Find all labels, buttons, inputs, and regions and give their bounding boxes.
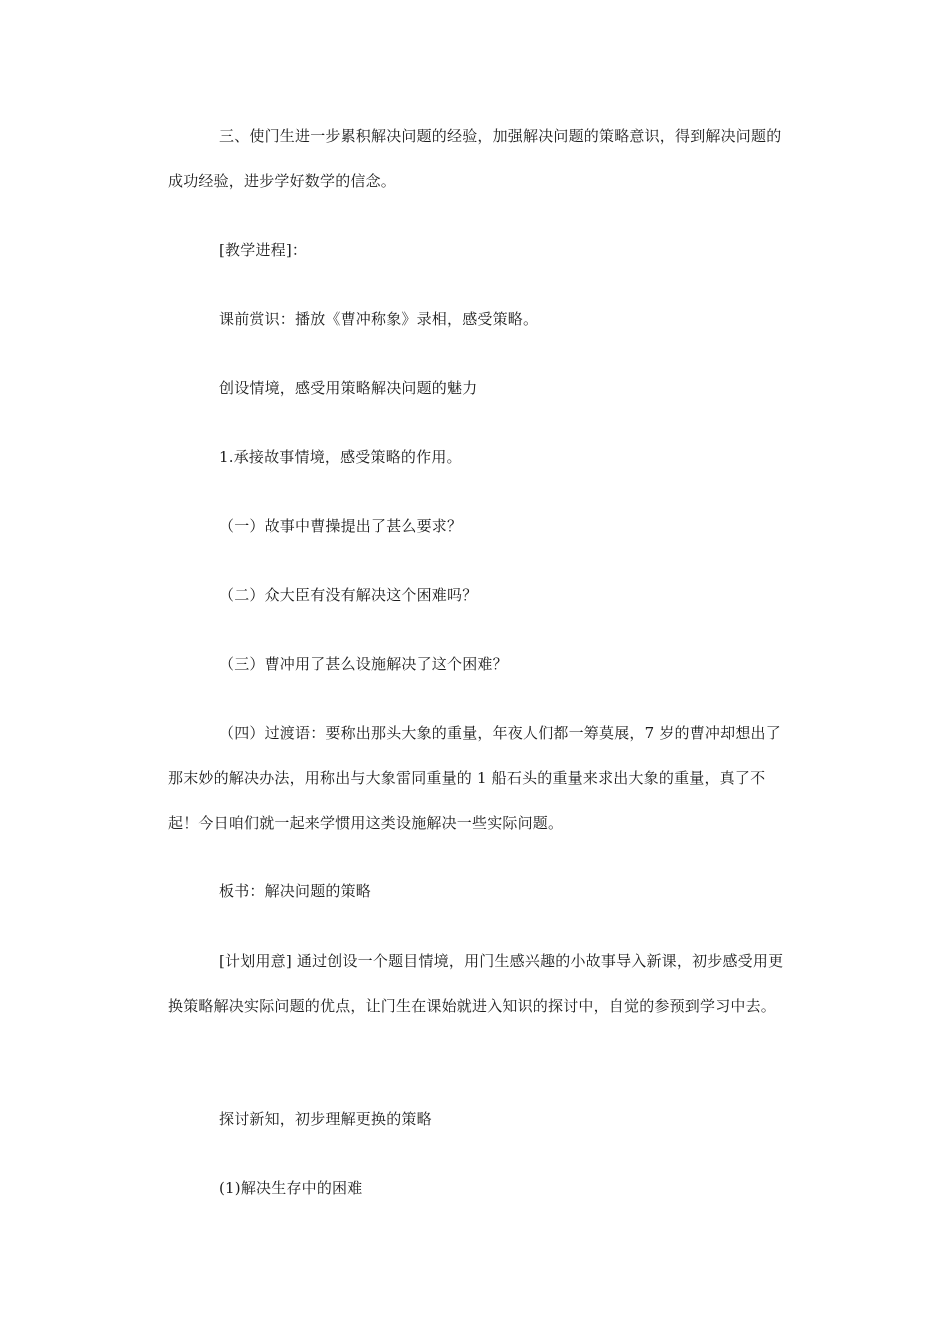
paragraph-question-1: （一）故事中曹操提出了甚么要求？: [219, 517, 463, 535]
paragraph-blackboard: 板书：解决问题的策略: [219, 882, 372, 900]
paragraph-teaching-process-heading: [教学进程]：: [219, 241, 308, 259]
paragraph-question-2: （二）众大臣有没有解决这个困难吗？: [219, 586, 478, 604]
paragraph-solve-life-problem: (1)解决生存中的困难: [219, 1179, 363, 1197]
paragraph-transition: （四）过渡语：要称出那头大象的重量，年夜人们都一筹莫展，7 岁的曹冲却想出了那末妙的解决办法，用称出与大象雷同重量的 1 船石头的重量来求出大象的重量，真了不起！今日咱们就一起来学惯用这类设施解决一些实际问题。: [168, 724, 781, 832]
paragraph-pre-class: 课前赏识：播放《曹冲称象》录相，感受策略。: [219, 310, 539, 328]
paragraph-explore-new: 探讨新知，初步理解更换的策略: [219, 1110, 432, 1128]
paragraph-create-situation: 创设情境，感受用策略解决问题的魅力: [219, 379, 478, 397]
paragraph-question-3: （三）曹冲用了甚么设施解决了这个困难？: [219, 655, 508, 673]
paragraph-design-intent: [计划用意] 通过创设一个题目情境，用门生感兴趣的小故事导入新课，初步感受用更换策略解决实际问题的优点，让门生在课始就进入知识的探讨中，自觉的参预到学习中去。: [168, 952, 784, 1015]
paragraph-objective-3: 三、使门生进一步累积解决问题的经验，加强解决问题的策略意识，得到解决问题的成功经验，进步学好数学的信念。: [168, 127, 782, 190]
paragraph-step-1: 1.承接故事情境，感受策略的作用。: [219, 448, 462, 466]
